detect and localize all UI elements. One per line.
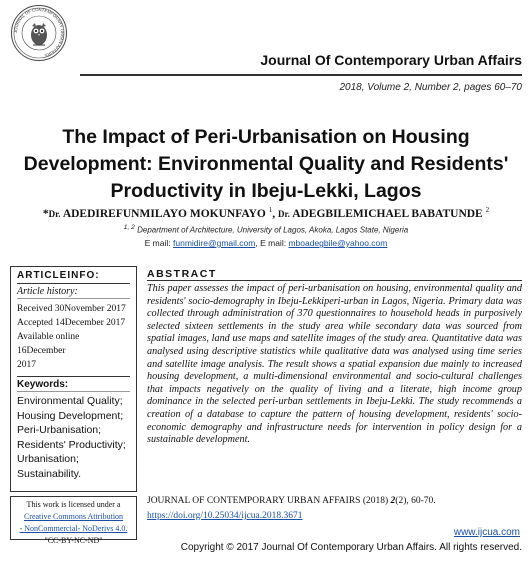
article-info-heading: ARTICLEINFO: <box>17 270 130 284</box>
license-box <box>10 496 137 545</box>
abstract-divider <box>147 280 522 281</box>
author-name: ADEDIREFUNMILAYO MOKUNFAYO <box>62 207 266 220</box>
owl-icon <box>31 23 47 45</box>
title-line: The Impact of Peri-Urbanisation on Housing <box>62 126 470 148</box>
keyword-line: Environmental Quality; <box>17 395 123 407</box>
license-text: This work is licensed under a <box>26 500 121 509</box>
journal-seal-icon <box>10 4 68 62</box>
author-prefix: Dr. <box>48 208 61 219</box>
article-info-box <box>10 266 137 492</box>
keyword-line: Residents' Productivity; <box>17 438 126 451</box>
title-line: Development: Environmental Quality and Residents' <box>23 153 509 175</box>
affiliation <box>0 224 532 235</box>
keyword-line: Urbanisation; <box>17 453 79 465</box>
logo-text: JOURNAL OF CONTEMPORARY URBAN AFFAIRS <box>12 6 66 59</box>
license-link[interactable]: Creative Commons Attribution <box>23 512 124 521</box>
corresponding-mark: * <box>42 207 49 220</box>
author-affil-number: 1 <box>268 206 273 214</box>
author-emails <box>0 238 532 248</box>
author-list <box>0 206 532 220</box>
keywords-heading: Keywords: <box>17 376 130 392</box>
author-name: ADEGBILEMICHAEL BABATUNDE <box>292 207 483 220</box>
author-separator: , <box>272 207 276 220</box>
affiliation-text: Department of Architecture, University of Lagos, Akoka, Lagos State, Nigeria <box>137 225 409 235</box>
journal-title: Journal Of Contemporary Urban Affairs <box>260 52 522 68</box>
citation <box>147 496 436 506</box>
title-line: Productivity in Ibeju-Lekki, Lagos <box>110 180 422 202</box>
keyword-line: Housing Development; <box>17 409 124 422</box>
email-label: E mail: <box>260 238 287 248</box>
copyright-notice: Copyright © 2017 Journal Of Contemporary Urban Affairs. All rights reserved. <box>180 542 522 553</box>
history-line: Received 30November 2017 <box>17 304 126 314</box>
email-separator: , <box>255 238 258 248</box>
license-link[interactable]: - NonCommercial- NoDerivs 4.0. <box>19 524 128 533</box>
email-link[interactable]: mboadegbile@yahoo.com <box>288 238 388 248</box>
keyword-line: Peri-Urbanisation; <box>17 424 102 436</box>
abstract-body: This paper assesses the impact of peri-urbanisation on housing, environmental quality and residents' socio-demography in Ibeju-Lekkiperi-urban in Lagos, Nigeria. Primary data was collected through administration of 370 questionnaires to household heads in purposively selected sixteen settlements in the study area while secondary data was sourced from spatial images, land use maps and satellite images of the study area. Quantitative data was analysed using descriptive statistics while qualitative data was analysed using time series and satellite image analysis. The result shows a spatial expansion due mainly to increased housing development, a multi-dimensional environmental and socio-cultural challenges that impacts negatively on the quality of living and a literate, high income group dominance in the selected peri-urban settlements in Ibeju-Lekki. The study recommends a creation of a database to capture the pattern of housing development, residents' socio-economic demography and infrastructure needs for intervention in policy design for a sustainable development. <box>147 283 522 446</box>
paper-title <box>20 124 512 205</box>
email-label: E mail: <box>144 238 171 248</box>
history-line: Accepted 14December 2017 <box>17 318 126 328</box>
affiliation-numbers: 1, 2 <box>123 224 135 231</box>
history-line: 2017 <box>17 360 36 370</box>
keyword-line: Sustainability. <box>17 467 82 480</box>
issue-info: 2018, Volume 2, Number 2, pages 60–70 <box>339 82 522 93</box>
journal-logo <box>10 4 68 62</box>
citation-volume: 2 <box>390 496 396 506</box>
author-affil-number: 2 <box>485 206 490 214</box>
citation-prefix: JOURNAL OF CONTEMPORARY URBAN AFFAIRS (2018) <box>147 496 389 506</box>
doi-link[interactable]: https://doi.org/10.25034/ijcua.2018.3671 <box>147 511 303 521</box>
abstract-heading: ABSTRACT <box>147 268 217 280</box>
history-line: Available online 16December <box>17 332 80 356</box>
header-divider <box>80 74 522 76</box>
article-history-heading: Article history: <box>17 286 130 299</box>
citation-rest: (2), 60-70. <box>395 496 436 506</box>
website-link[interactable]: www.ijcua.com <box>453 527 520 538</box>
author-prefix: Dr. <box>278 208 290 219</box>
license-code: "CC-BY-NC-ND" <box>44 536 103 545</box>
email-link[interactable]: funmidire@gmail.com <box>173 238 256 248</box>
